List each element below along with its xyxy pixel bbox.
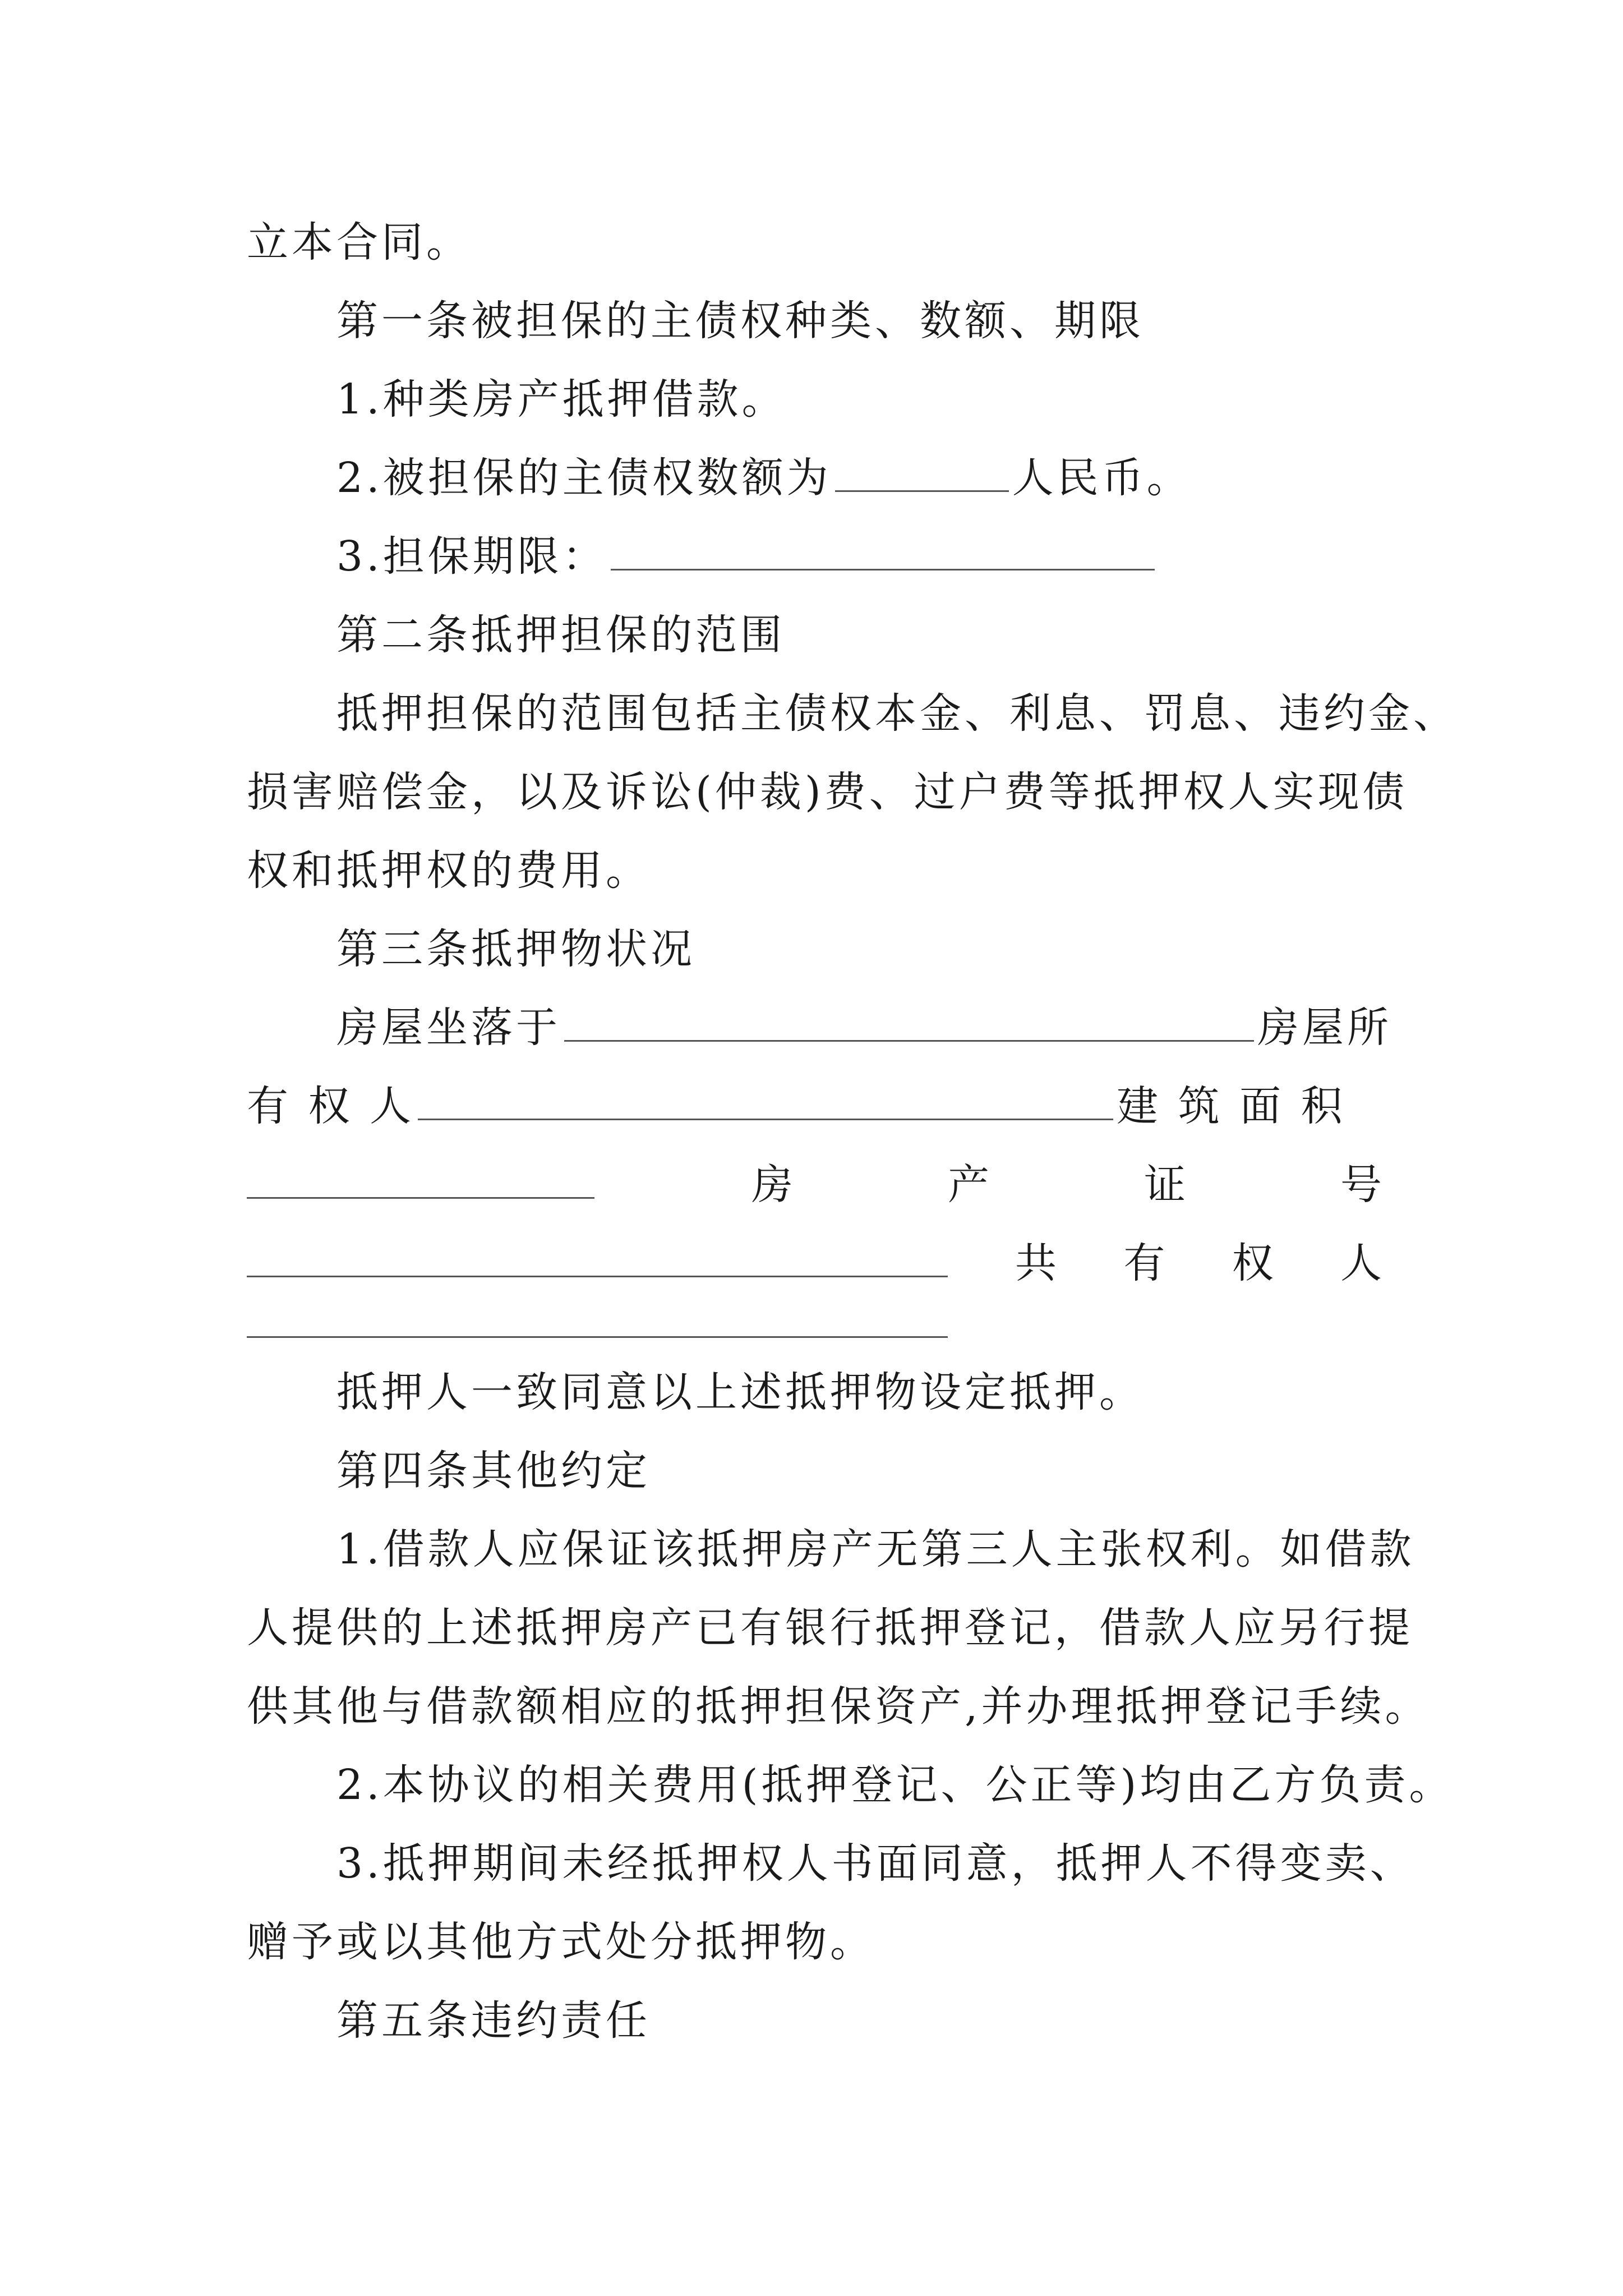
text-fragment: 有 — [1123, 1239, 1169, 1287]
article-2-heading: 第二条抵押担保的范围 — [336, 611, 785, 659]
text-line: 立本合同。 — [247, 218, 471, 266]
cert-label — [751, 1145, 1385, 1224]
text-fragment: 权 — [1232, 1239, 1277, 1287]
text-fragment: 产 — [948, 1161, 993, 1209]
text-line: 权和抵押权的费用。 — [247, 846, 651, 895]
text-line — [247, 1224, 1385, 1303]
area-blank[interactable] — [247, 1158, 594, 1199]
article-1-heading: 第一条被担保的主债权种类、数额、期限 — [336, 297, 1144, 345]
certificate-number-blank[interactable] — [247, 1236, 948, 1277]
article-3-heading: 第三条抵押物状况 — [336, 925, 695, 973]
owner-blank[interactable] — [418, 1079, 1113, 1120]
text-line: 1.种类房产抵押借款。 — [336, 375, 787, 424]
article-4-heading: 第四条其他约定 — [336, 1447, 651, 1495]
text-line — [336, 439, 1385, 517]
co-owner-label — [1015, 1224, 1385, 1303]
text-line: 赠予或以其他方式处分抵押物。 — [247, 1918, 875, 1966]
text-line: 供其他与借款额相应的抵押担保资产,并办理抵押登记手续。 — [247, 1682, 1430, 1731]
text-line — [336, 517, 1385, 596]
text-line: 人提供的上述抵押房产已有银行抵押登记，借款人应另行提 — [247, 1604, 1413, 1652]
amount-blank[interactable] — [835, 451, 1009, 492]
text-fragment: 有 权 人 — [247, 1082, 415, 1130]
text-line: 损害赔偿金，以及诉讼(仲裁)费、过户费等抵押权人实现债 — [247, 768, 1408, 816]
text-fragment: 共 — [1015, 1239, 1060, 1287]
text-fragment: 号 — [1340, 1161, 1385, 1209]
text-line — [247, 1145, 1385, 1224]
text-line: 抵押担保的范围包括主债权本金、利息、罚息、违约金、 — [336, 689, 1458, 738]
text-line — [247, 1067, 1385, 1145]
text-fragment: 人 — [1340, 1239, 1385, 1287]
text-fragment: 房 — [751, 1161, 796, 1209]
text-fragment: 房屋所 — [1257, 1004, 1392, 1052]
location-blank[interactable] — [564, 1001, 1254, 1042]
text-fragment: 房屋坐落于 — [336, 1004, 561, 1052]
text-line: 3.抵押期间未经抵押权人书面同意，抵押人不得变卖、 — [336, 1839, 1415, 1888]
text-fragment: 证 — [1144, 1161, 1189, 1209]
text-line — [336, 988, 1392, 1067]
text-fragment: 3.担保期限： — [336, 532, 607, 581]
text-line: 抵押人一致同意以上述抵押物设定抵押。 — [336, 1368, 1144, 1416]
text-fragment: 2.被担保的主债权数额为 — [336, 454, 832, 502]
text-fragment: 建 筑 面 积 — [1117, 1082, 1346, 1130]
article-5-heading: 第五条违约责任 — [336, 1996, 651, 2045]
text-fragment: 人民币。 — [1012, 454, 1192, 502]
text-line: 2.本协议的相关费用(抵押登记、公正等)均由乙方负责。 — [336, 1761, 1454, 1809]
text-line: 1.借款人应保证该抵押房产无第三人主张权利。如借款 — [336, 1525, 1415, 1573]
term-blank[interactable] — [611, 530, 1155, 570]
co-owner-blank[interactable] — [247, 1336, 948, 1338]
